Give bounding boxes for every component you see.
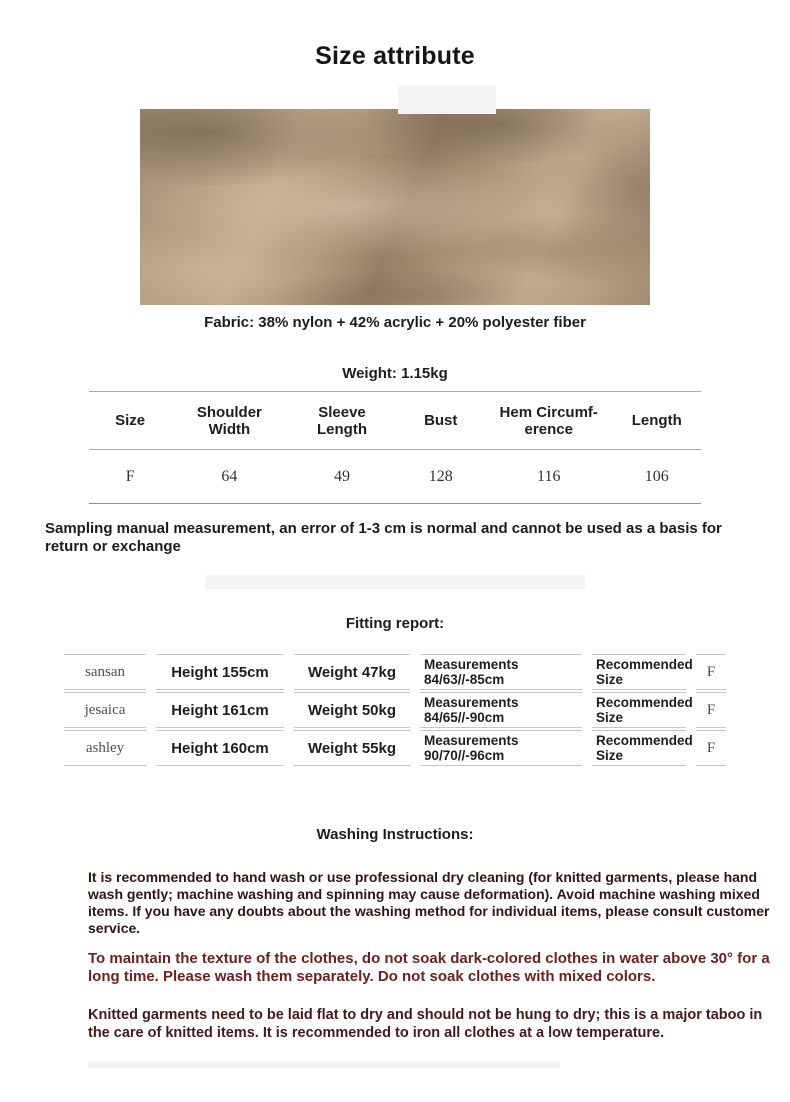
washing-instructions-title: Washing Instructions: — [316, 826, 474, 843]
size-table-header: Hem Circumf-erence — [485, 392, 613, 450]
recommended-size-label: Recommended Size — [592, 692, 686, 728]
recommended-size-value: F — [696, 730, 726, 766]
shoulder-width-value: 64 — [171, 450, 287, 504]
hem-circumference-value: 116 — [485, 450, 613, 504]
washing-paragraph-hand-wash: It is recommended to hand wash or use professional dry cleaning (for knitted garments, please hand wash gently; machine washing and spinning may cause deformation). Avoid machine washing mixed items. If you have any doubts about the washing method for individual items, please consult customer service. — [88, 869, 770, 936]
model-measurements: Measurements 90/70//-96cm — [420, 730, 582, 766]
washing-paragraph-drying: Knitted garments need to be laid flat to dry and should not be hung to dry; this is a major taboo in the care of knitted items. It is recommended to iron all clothes at a low temperature. — [88, 1007, 763, 1041]
product-size-attribute-page — [0, 42, 790, 1102]
size-table-row — [89, 450, 701, 504]
model-name: jesaica — [64, 692, 146, 728]
fabric-photo — [140, 109, 650, 305]
measurement-disclaimer: Sampling manual measurement, an error of 1-3 cm is normal and cannot be used as a basis for return or exchange — [45, 520, 722, 555]
size-table-header: Size — [89, 392, 171, 450]
model-height: Height 160cm — [156, 730, 284, 766]
fitting-report-table — [54, 652, 736, 768]
fitting-report-row — [64, 730, 726, 766]
model-weight: Weight 47kg — [294, 654, 410, 690]
model-name: sansan — [64, 654, 146, 690]
fitting-report-row — [64, 654, 726, 690]
recommended-size-label: Recommended Size — [592, 654, 686, 690]
size-table — [89, 391, 701, 504]
size-table-header-row — [89, 392, 701, 450]
model-weight: Weight 50kg — [294, 692, 410, 728]
model-height: Height 155cm — [156, 654, 284, 690]
model-weight: Weight 55kg — [294, 730, 410, 766]
size-table-header: Sleeve Length — [288, 392, 397, 450]
washing-paragraph-soaking: To maintain the texture of the clothes, do not soak dark-colored clothes in water above 30° for a long time. Please wash them separately. Do not soak clothes with mixed colors. — [88, 950, 770, 985]
bust-value: 128 — [397, 450, 485, 504]
model-name: ashley — [64, 730, 146, 766]
highlight-artifact — [398, 86, 496, 114]
length-value: 106 — [613, 450, 702, 504]
fabric-composition-text: Fabric: 38% nylon + 42% acrylic + 20% polyester fiber — [204, 314, 586, 331]
fitting-report-title: Fitting report: — [345, 615, 445, 632]
fitting-report-row — [64, 692, 726, 728]
recommended-size-label: Recommended Size — [592, 730, 686, 766]
model-measurements: Measurements 84/63//-85cm — [420, 654, 582, 690]
size-value: F — [89, 450, 171, 504]
size-table-header: Shoulder Width — [171, 392, 287, 450]
highlight-artifact — [88, 1061, 560, 1068]
recommended-size-value: F — [696, 692, 726, 728]
model-measurements: Measurements 84/65//-90cm — [420, 692, 582, 728]
recommended-size-value: F — [696, 654, 726, 690]
sleeve-length-value: 49 — [288, 450, 397, 504]
page-title: Size attribute — [315, 42, 475, 70]
model-height: Height 161cm — [156, 692, 284, 728]
size-table-header: Length — [613, 392, 702, 450]
highlight-artifact — [205, 575, 585, 589]
size-table-header: Bust — [397, 392, 485, 450]
weight-text: Weight: 1.15kg — [342, 365, 448, 382]
